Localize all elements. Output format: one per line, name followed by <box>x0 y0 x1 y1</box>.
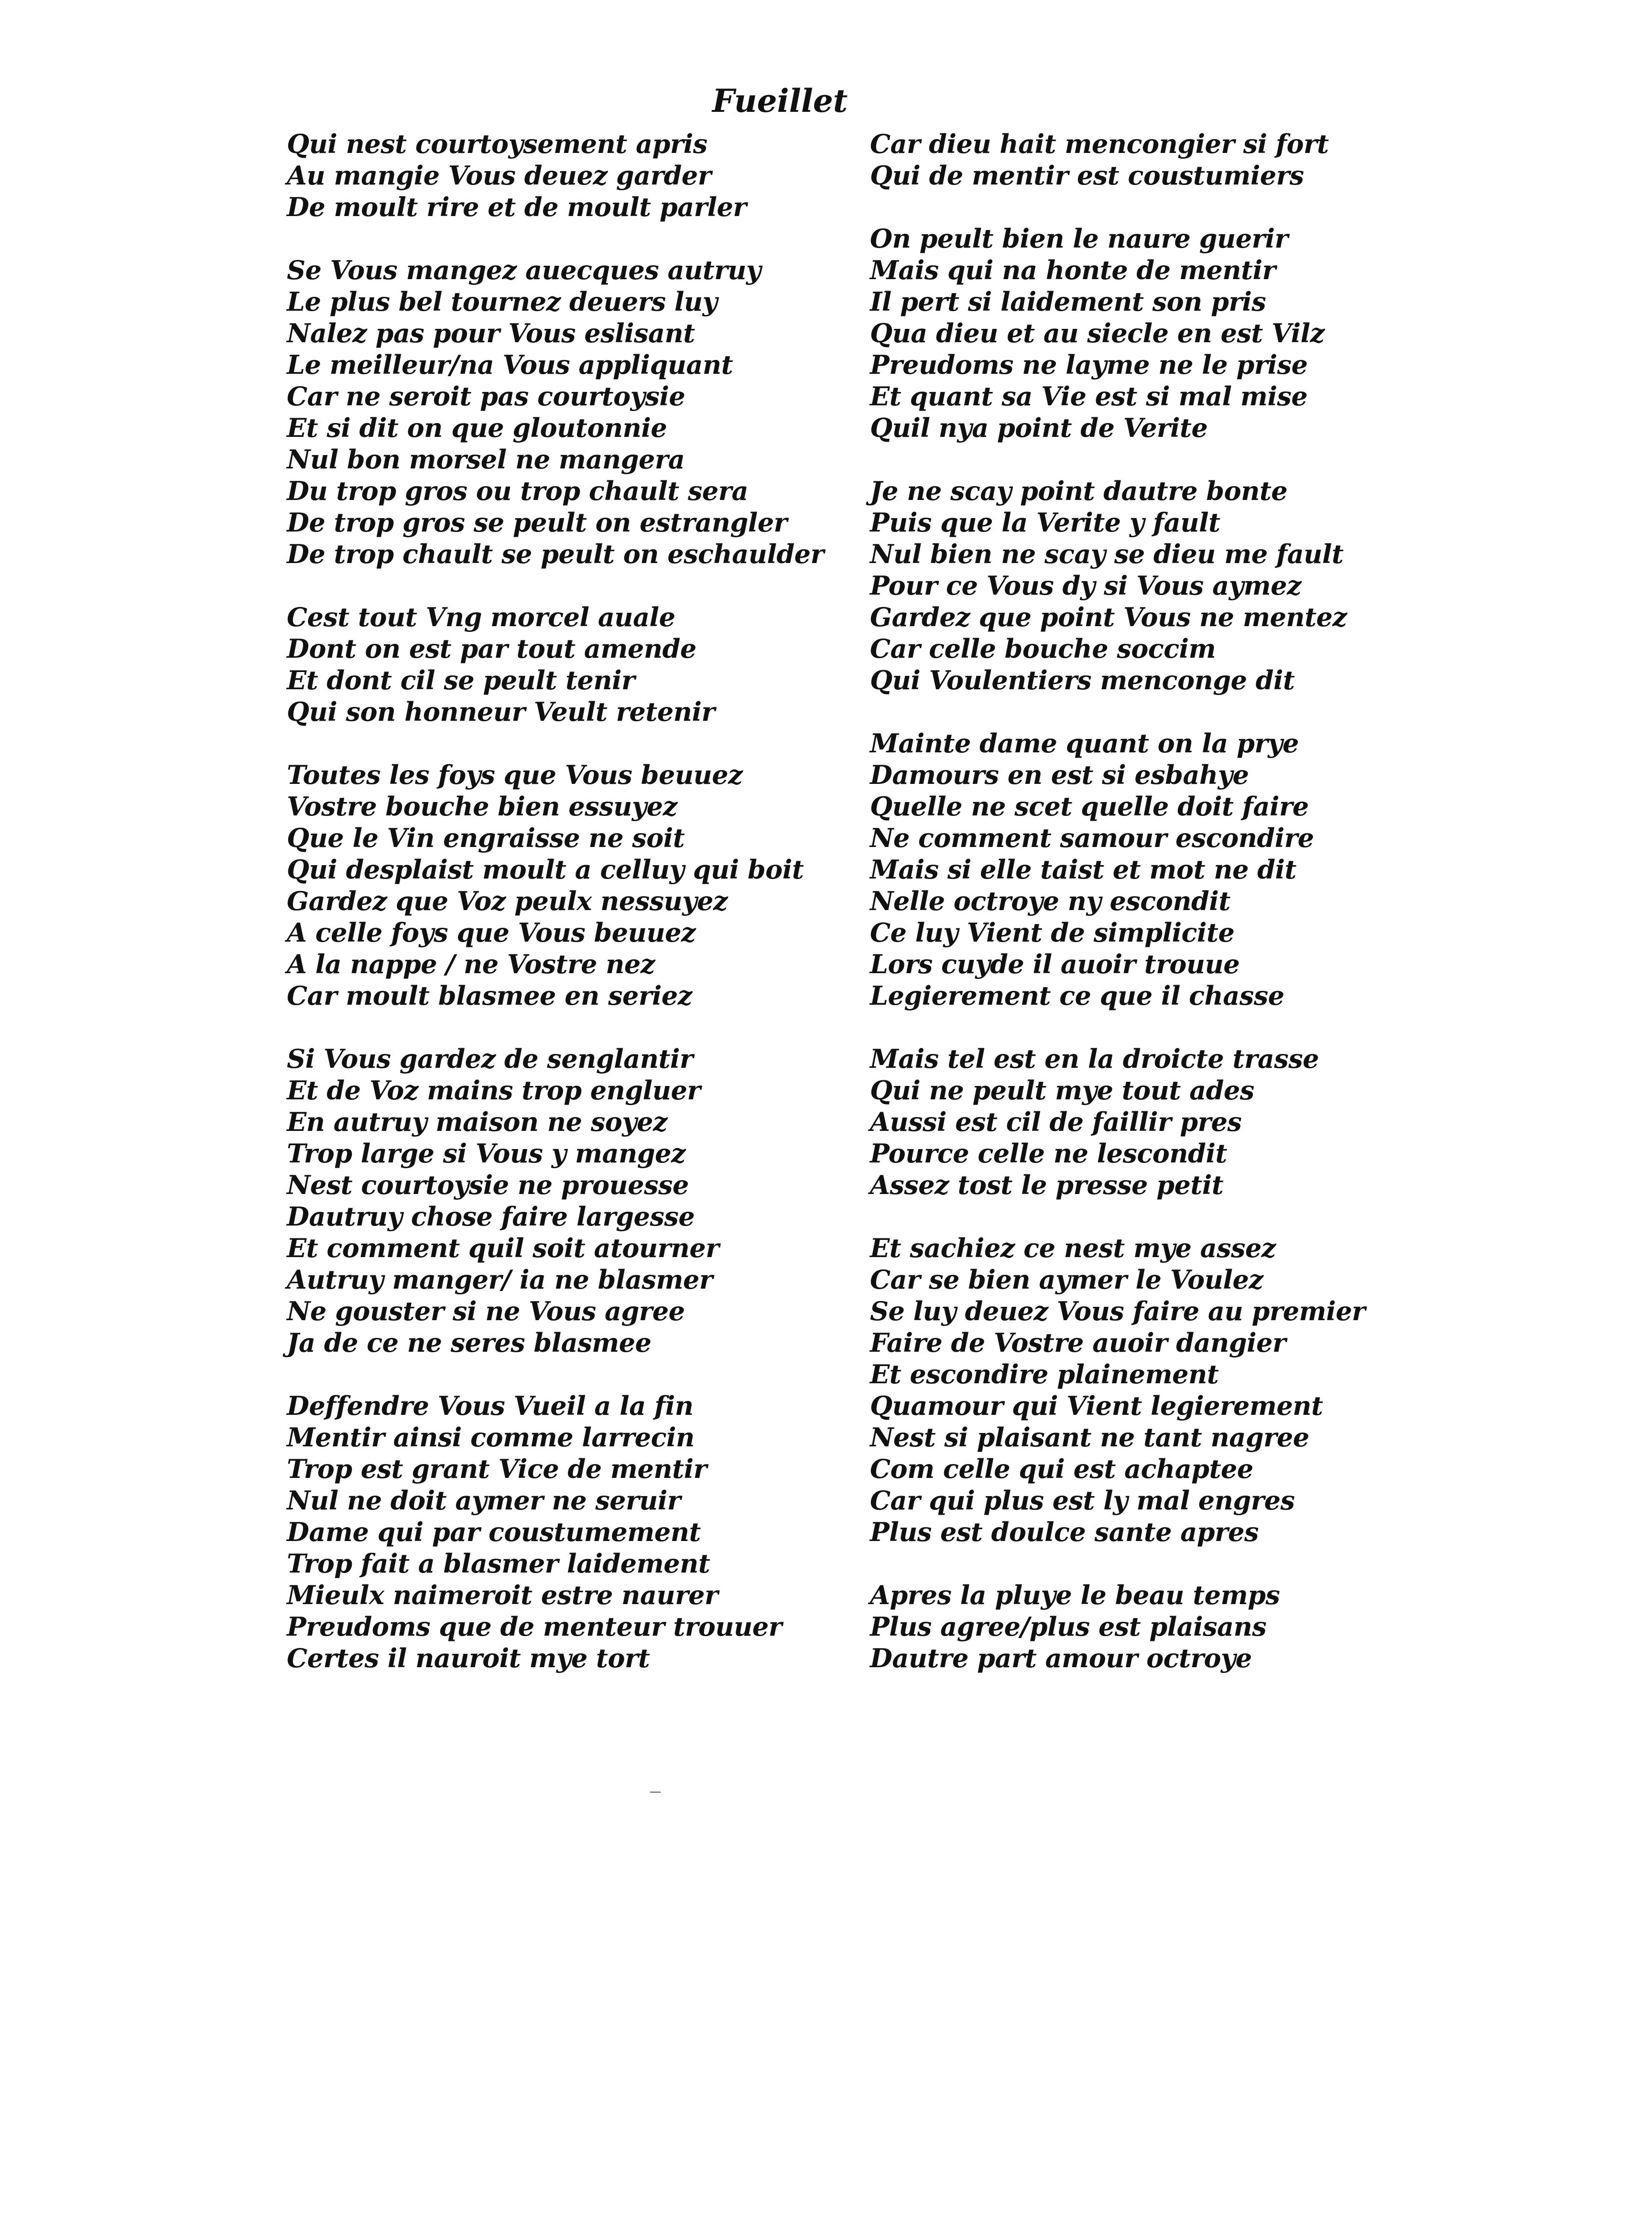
verse-line: Nul ne doit aymer ne seruir <box>287 1485 681 1516</box>
verse-line: Plus est doulce sante apres <box>870 1517 1259 1547</box>
verse-line: Nul bon morsel ne mangera <box>287 444 685 475</box>
verse-line: Deffendre Vous Vueil a la fin <box>287 1390 694 1421</box>
verse-line: Dame qui par coustumement <box>287 1517 701 1547</box>
verse-line: Et comment quil soit atourner <box>287 1233 719 1263</box>
verse-line: Pource celle ne lescondit <box>870 1138 1227 1169</box>
verse-line: Assez tost le presse petit <box>870 1170 1224 1200</box>
verse-line: Dautruy chose faire largesse <box>287 1201 695 1232</box>
verse-line: Car se bien aymer le Voulez <box>870 1264 1263 1295</box>
verse-line: Trop large si Vous y mangez <box>287 1138 686 1169</box>
verse-line: Nest si plaisant ne tant nagree <box>870 1422 1309 1453</box>
verse-line: On peult bien le naure guerir <box>870 223 1288 254</box>
verse-line: Ne gouster si ne Vous agree <box>287 1296 685 1326</box>
verse-line: Apres la pluye le beau temps <box>870 1580 1280 1610</box>
verse-line: Preudoms que de menteur trouuer <box>287 1611 782 1642</box>
verse-line: Se Vous mangez auecques autruy <box>287 255 761 285</box>
verse-line: Mieulx naimeroit estre naurer <box>287 1580 718 1610</box>
verse-line: Car moult blasmee en seriez <box>287 980 692 1011</box>
verse-line: Quil nya point de Verite <box>870 412 1208 443</box>
verse-line: Qui de mentir est coustumiers <box>870 160 1304 191</box>
verse-line: De moult rire et de moult parler <box>287 192 747 222</box>
verse-line: Qui Voulentiers mencongе dit <box>870 665 1295 695</box>
verse-line: Trop fait a blasmer laidement <box>287 1548 710 1579</box>
verse-line: Nest courtoysie ne prouesse <box>287 1170 689 1200</box>
verse-line: Gardez que point Vous ne mentez <box>870 602 1347 632</box>
stanza <box>870 475 1420 696</box>
verse-line: A la nappe / ne Vostre nez <box>287 949 655 979</box>
verse-line: De trop gros se peult on estrangler <box>287 507 787 538</box>
stanza <box>287 601 837 727</box>
verse-line: Mais qui na honte de mentir <box>870 255 1276 285</box>
verse-line: De trop chault se peult on eschaulder <box>287 539 824 569</box>
stanza <box>287 1043 837 1358</box>
verse-line: Nalez pas pour Vous eslisant <box>287 318 695 348</box>
stanza <box>870 727 1420 1011</box>
verse-line: Cest tout Vng morcel auale <box>287 602 675 632</box>
verse-line: Damours en est si esbahye <box>870 760 1249 790</box>
stray-ink-mark <box>650 1791 661 1793</box>
verse-line: En autruy maison ne soyez <box>287 1107 668 1137</box>
stanza <box>287 759 837 1011</box>
verse-line: Gardez que Voz peulx nessuyez <box>287 886 728 916</box>
verse-line: Pour ce Vous dy si Vous aymez <box>870 570 1302 601</box>
verse-line: Ce luy Vient de simplicite <box>870 917 1235 948</box>
verse-line: Et quant sa Vie est si mal mise <box>870 381 1308 412</box>
verse-line: Qui nest courtoysement apris <box>287 129 707 159</box>
verse-line: Et escondire plainement <box>870 1359 1219 1389</box>
verse-line: Et de Voz mains trop engluer <box>287 1075 701 1106</box>
verse-line: Si Vous gardez de senglantir <box>287 1043 693 1074</box>
verse-line: Vostre bouche bien essuyez <box>287 791 677 822</box>
verse-line: Plus agree/plus est plaisans <box>870 1611 1267 1642</box>
right-column <box>870 128 1420 1705</box>
verse-line: A celle foys que Vous beuuez <box>287 917 696 948</box>
verse-line: Car ne seroit pas courtoysie <box>287 381 685 412</box>
stanza <box>870 223 1420 444</box>
verse-line: Dautre part amour octroye <box>870 1643 1252 1673</box>
verse-line: Legierement ce que il chasse <box>870 980 1284 1011</box>
stanza <box>870 1579 1420 1674</box>
verse-line: Certes il nauroit mye tort <box>287 1643 650 1673</box>
verse-line: Quelle ne scet quelle doit faire <box>870 791 1309 822</box>
verse-line: Qua dieu et au siecle en est Vilz <box>870 318 1325 348</box>
verse-line: Trop est grant Vice de mentir <box>287 1454 707 1484</box>
verse-line: Quamour qui Vient legierement <box>870 1390 1323 1421</box>
verse-line: Au mangie Vous deuez garder <box>287 160 711 191</box>
verse-line: Car celle bouche socciт <box>870 633 1216 664</box>
stanza <box>287 1390 837 1674</box>
verse-line: Toutes les foys que Vous beuuez <box>287 760 743 790</box>
verse-line: Mais si elle taist et mot ne dit <box>870 854 1296 885</box>
verse-line: Dont on est par tout amende <box>287 633 696 664</box>
stanza <box>287 254 837 570</box>
verse-line: Puis que la Verite y fault <box>870 507 1220 538</box>
verse-line: Ne comment samour escondire <box>870 823 1314 853</box>
running-head: Fueillet <box>712 82 848 119</box>
verse-line: Autruy manger/ ia ne blasmer <box>287 1264 713 1295</box>
verse-line: Car qui plus est ly mal engres <box>870 1485 1295 1516</box>
verse-line: Je ne scay point dautre bonte <box>870 476 1288 506</box>
verse-line: Com celle qui est achaptee <box>870 1454 1253 1484</box>
verse-line: Que le Vin engraisse ne soit <box>287 823 685 853</box>
left-column <box>287 128 837 1705</box>
verse-line: Mais tel est en la droicte trasse <box>870 1043 1319 1074</box>
verse-line: Le meilleur/na Vous appliquant <box>287 349 733 380</box>
verse-line: Et sachiez ce nest mye assez <box>870 1233 1276 1263</box>
verse-line: Mainte dame quant on la prye <box>870 728 1299 759</box>
verse-line: Il pert si laidement son pris <box>870 286 1266 317</box>
verse-line: Mentir ainsi comme larrecin <box>287 1422 695 1453</box>
verse-line: Car dieu hait mencongier si fort <box>870 129 1329 159</box>
stanza <box>870 1043 1420 1201</box>
verse-line: Se luy deuez Vous faire au premier <box>870 1296 1366 1326</box>
verse-line: Qui desplaist moult a celluy qui boit <box>287 854 804 885</box>
verse-line: Du trop gros ou trop chault sera <box>287 476 749 506</box>
verse-line: Faire de Vostre auoir dangier <box>870 1327 1286 1358</box>
verse-line: Qui ne peult mye tout ades <box>870 1075 1254 1106</box>
verse-line: Qui son honneur Veult retenir <box>287 696 715 727</box>
verse-line: Ja de ce ne seres blasmee <box>287 1327 652 1358</box>
verse-line: Preudoms ne layme ne le prise <box>870 349 1308 380</box>
verse-line: Nelle octroye ny escondit <box>870 886 1230 916</box>
verse-line: Et dont cil se peult tenir <box>287 665 635 695</box>
verse-line: Nul bien ne scay se dieu me fault <box>870 539 1344 569</box>
stanza <box>870 1232 1420 1548</box>
stanza <box>287 128 837 223</box>
verse-line: Et si dit on que gloutonnie <box>287 412 667 443</box>
verse-line: Aussi est cil de faillir pres <box>870 1107 1242 1137</box>
stanza <box>870 128 1420 191</box>
verse-line: Le plus bel tournez deuers luy <box>287 286 717 317</box>
verse-line: Lors cuyde il auoir trouue <box>870 949 1240 979</box>
